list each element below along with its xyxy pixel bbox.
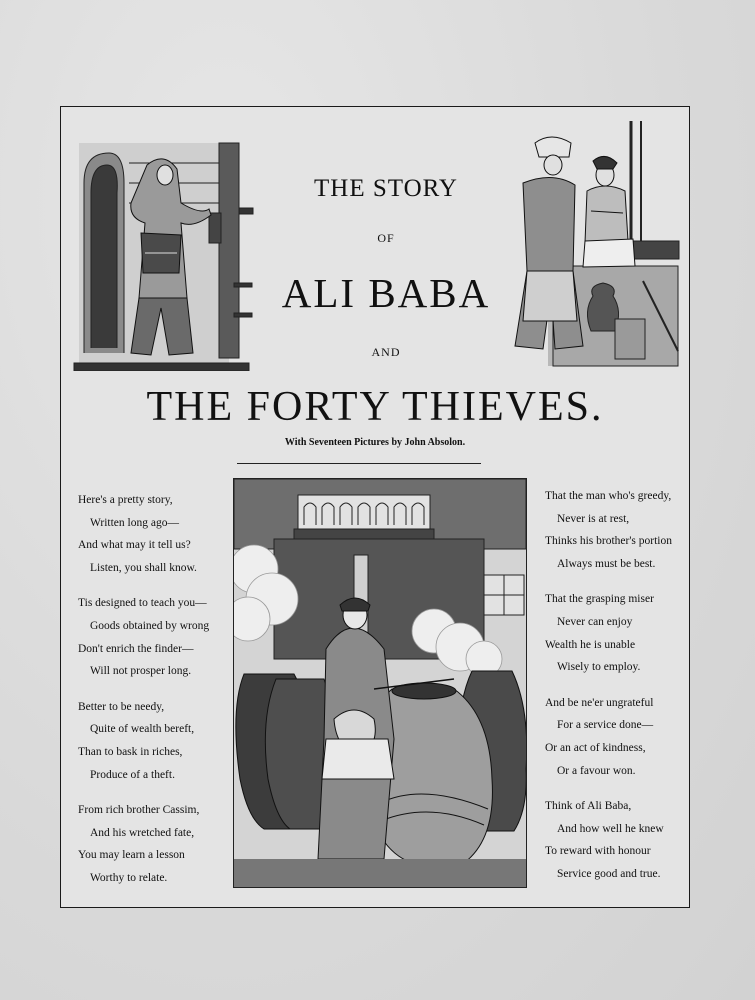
- verse-line: Here's a pretty story,: [78, 494, 173, 506]
- verse-line: Wealth he is unable: [545, 638, 636, 651]
- verse-line: Or a favour won.: [557, 764, 636, 777]
- verse-line: Thinks his brother's portion: [545, 535, 672, 548]
- verse-line: Will not prosper long.: [90, 665, 192, 678]
- stanza: [78, 489, 238, 579]
- verse-line: That the man who's greedy,: [545, 490, 672, 502]
- verse-line: Goods obtained by wrong: [90, 619, 210, 632]
- verse-line: And his wretched fate,: [90, 826, 195, 839]
- stanza: [78, 592, 238, 682]
- stanza: [545, 588, 685, 678]
- stanza: [78, 799, 238, 889]
- verse-line: Better to be needy,: [78, 700, 165, 713]
- verse-line: Wisely to employ.: [557, 661, 641, 674]
- verse-line: You may learn a lesson: [78, 849, 185, 862]
- verse-line: Worthy to relate.: [90, 871, 168, 884]
- verse-line: Never can enjoy: [557, 615, 633, 628]
- verse-line: Never is at rest,: [557, 512, 630, 525]
- verse-line: Listen, you shall know.: [90, 561, 197, 574]
- verse-line: Or an act of kindness,: [545, 741, 646, 754]
- stanza: [545, 485, 685, 575]
- verse-line: And what may it tell us?: [78, 539, 191, 552]
- verse-line: From rich brother Cassim,: [78, 804, 200, 817]
- title-forty-thieves: THE FORTY THIEVES.: [146, 384, 604, 430]
- verses-right-column: [545, 485, 685, 899]
- verse-line: For a service done—: [557, 719, 654, 732]
- stanza: [545, 692, 685, 782]
- verse-line: And how well he knew: [557, 822, 664, 835]
- verse-line: Produce of a theft.: [90, 768, 175, 781]
- verse-line: Think of Ali Baba,: [545, 800, 632, 813]
- verse-line: Written long ago—: [90, 516, 179, 529]
- verse-line: Service good and true.: [557, 867, 661, 880]
- page-frame: [60, 106, 690, 908]
- title-the-story: THE STORY: [314, 175, 458, 202]
- verse-line: Always must be best.: [557, 557, 656, 570]
- verses-left-column: [78, 489, 238, 903]
- verse-line: Don't enrich the finder—: [78, 642, 194, 655]
- stanza: [545, 795, 685, 885]
- illustration-woman-at-door: [69, 123, 255, 371]
- verse-line: Than to bask in riches,: [78, 745, 183, 758]
- illustrator-credit: With Seventeen Pictures by John Absolon.: [284, 437, 466, 448]
- verse-line: And be ne'er ungrateful: [545, 696, 654, 709]
- verse-line: That the grasping miser: [545, 593, 654, 606]
- title-divider: [237, 463, 481, 464]
- verse-line: Quite of wealth bereft,: [90, 723, 195, 736]
- illustration-oil-jars: [233, 478, 527, 888]
- verse-line: To reward with honour: [545, 845, 651, 858]
- title-of: OF: [377, 231, 395, 245]
- illustration-two-figures: [493, 121, 685, 371]
- title-and: AND: [371, 345, 401, 359]
- stanza: [78, 696, 238, 786]
- title-ali-baba: ALI BABA: [281, 270, 491, 316]
- verse-line: Tis designed to teach you—: [78, 597, 207, 610]
